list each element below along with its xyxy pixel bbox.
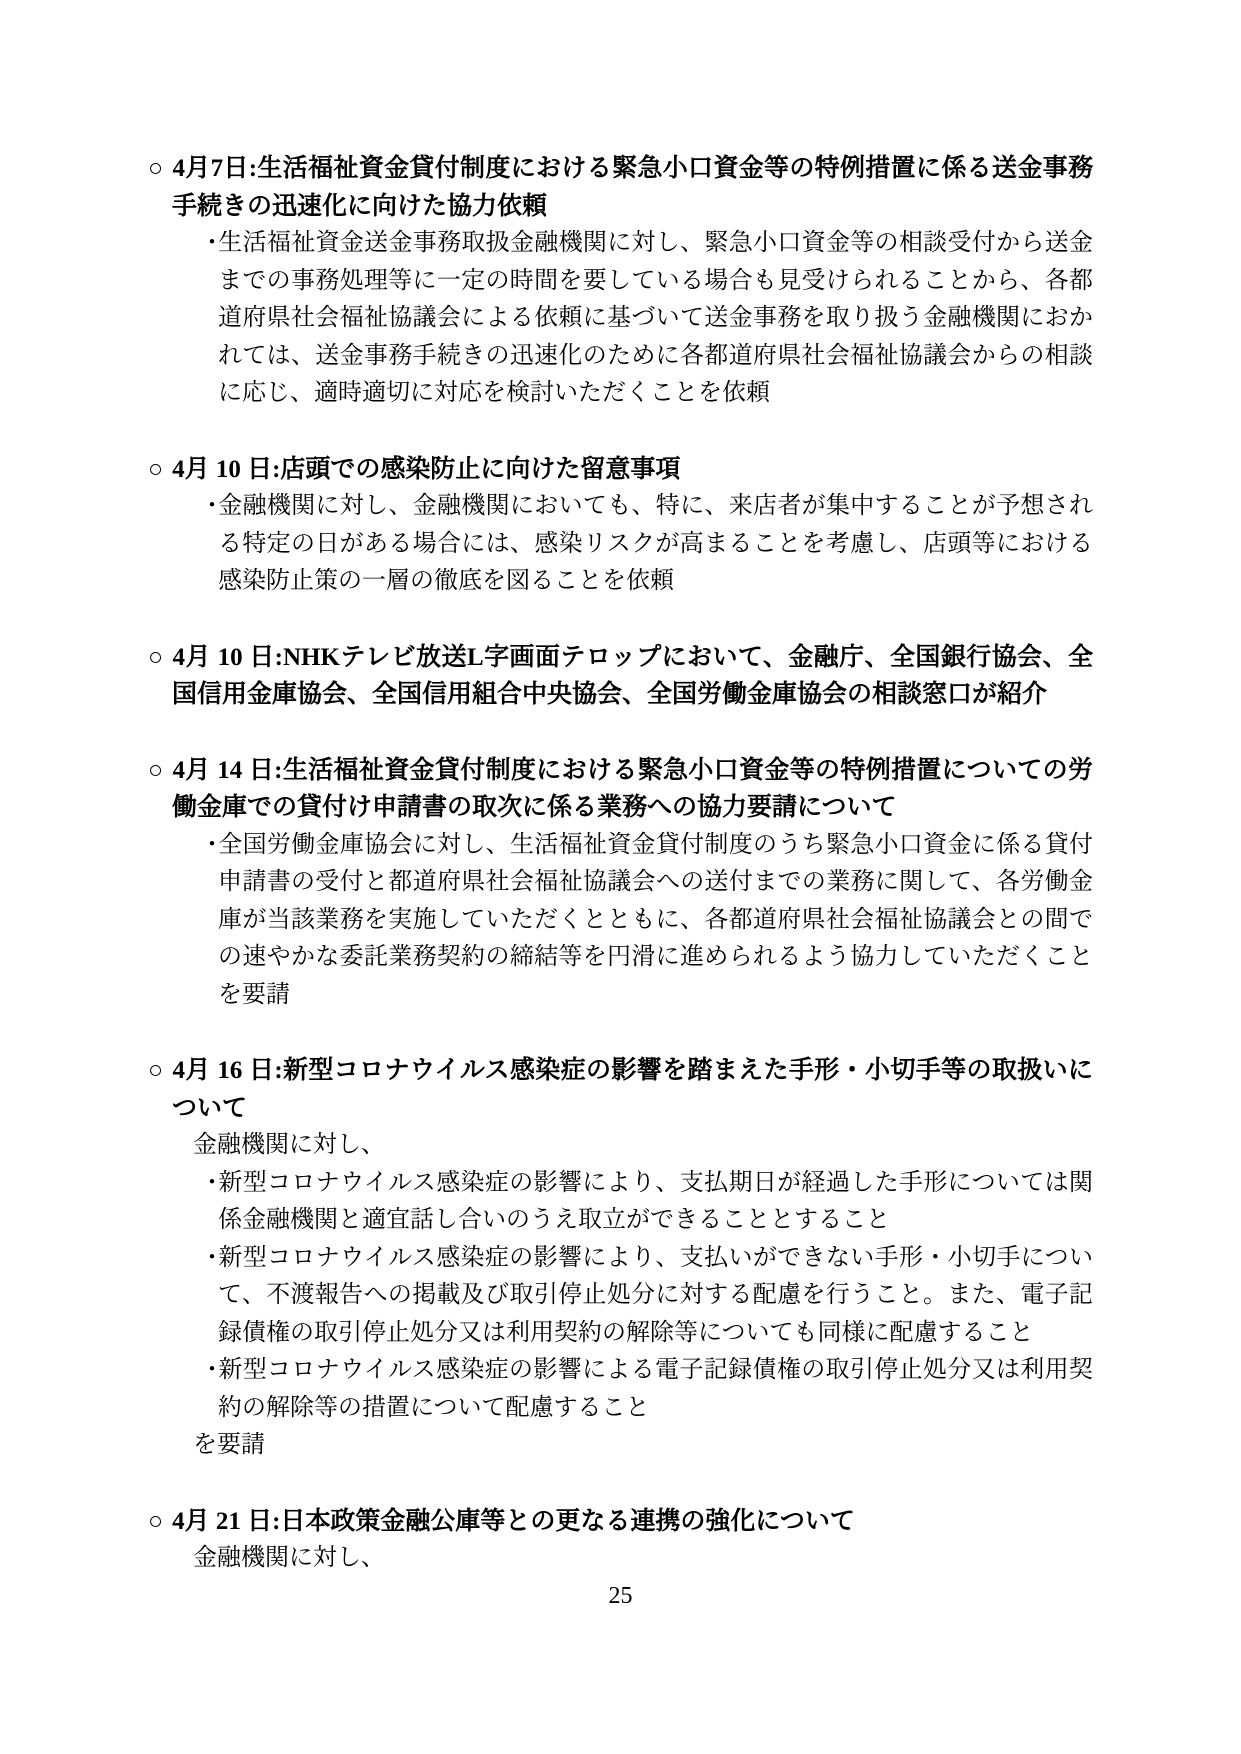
plain-text-line: を要請	[193, 1432, 265, 1458]
bullet-item	[0, 1165, 1093, 1240]
bullet-item	[0, 827, 1093, 1015]
bullet-item	[0, 225, 1093, 413]
bullet-text: 生活福祉資金送金事務取扱金融機関に対し、緊急小口資金等の相談受付から送金までの事務処理等に一定の時間を要している場合も見受けられることから、各都道府県社会福祉協議会による依頼に基づいて送金事務を取り扱う金融機関におかれては、送金事務手続きの迅速化のために各都道府県社会福祉協議会からの相談に応じ、適時適切に対応を検討いただくことを依頼	[218, 230, 1093, 406]
section	[0, 451, 1241, 601]
bullet-text: 新型コロナウイルス感染症の影響により、支払いができない手形・小切手について、不渡報告への掲載及び取引停止処分に対する配慮を行うこと。また、電子記録債権の取引停止処分又は利用契約の解除等についても同様に配慮すること	[218, 1244, 1093, 1346]
bullet-marker: ・	[200, 1357, 224, 1383]
section	[0, 150, 1241, 413]
circle-marker: ○	[148, 155, 164, 182]
bullet-marker: ・	[200, 831, 224, 858]
bullet-text: 金融機関に対し、金融機関においても、特に、来店者が集中することが予想される特定の日がある場合には、感染リスクが高まることを考慮し、店頭等における感染防止策の一層の徹底を図ることを依頼	[218, 493, 1093, 594]
bullet-text: 新型コロナウイルス感染症の影響による電子記録債権の取引停止処分又は利用契約の解除等の措置について配慮すること	[218, 1357, 1093, 1421]
section-heading	[0, 1052, 1093, 1127]
section-heading-text: 4月 21 日:日本政策金融公庫等との更なる連携の強化について	[172, 1507, 855, 1535]
section-heading	[0, 150, 1093, 225]
bullet-marker: ・	[200, 230, 224, 256]
section	[0, 639, 1241, 714]
bullet-item	[0, 1352, 1093, 1427]
section-heading	[0, 752, 1093, 827]
section	[0, 1503, 1241, 1578]
page-number: 25	[608, 1582, 633, 1609]
section	[0, 1052, 1241, 1465]
circle-marker: ○	[148, 1507, 164, 1535]
circle-marker: ○	[148, 756, 164, 784]
circle-marker: ○	[148, 643, 164, 671]
plain-text-line: 金融機関に対し、	[193, 1132, 385, 1158]
bullet-item	[0, 1240, 1093, 1353]
bullet-text: 新型コロナウイルス感染症の影響により、支払期日が経過した手形については関係金融機関と適宜話し合いのうえ取立ができることとすること	[218, 1169, 1093, 1233]
section-heading-text: 4月 14 日:生活福祉資金貸付制度における緊急小口資金等の特例措置についての労働金庫での貸付け申請書の取次に係る業務への協力要請について	[172, 756, 1093, 821]
circle-marker: ○	[148, 1057, 164, 1084]
section-heading-text: 4月 10 日:NHKテレビ放送L字画面テロップにおいて、金融庁、全国銀行協会、全国信用金庫協会、全国信用組合中央協会、全国労働金庫協会の相談窓口が紹介	[172, 643, 1093, 708]
bullet-item	[0, 488, 1093, 601]
plain-text-line: 金融機関に対し、	[193, 1545, 385, 1571]
section-heading-text: 4月 16 日:新型コロナウイルス感染症の影響を踏まえた手形・小切手等の取扱いについて	[172, 1057, 1093, 1122]
section-heading	[0, 639, 1093, 714]
section-heading	[0, 451, 1093, 489]
bullet-marker: ・	[200, 1244, 224, 1271]
section-heading	[0, 1503, 1093, 1541]
section-heading-text: 4月 10 日:店頭での感染防止に向けた留意事項	[172, 455, 681, 483]
bullet-marker: ・	[200, 493, 224, 519]
circle-marker: ○	[148, 455, 164, 483]
section	[0, 752, 1241, 1015]
bullet-text: 全国労働金庫協会に対し、生活福祉資金貸付制度のうち緊急小口資金に係る貸付申請書の受付と都道府県社会福祉協議会への送付までの業務に関して、各労働金庫が当該業務を実施していただくとともに、各都道府県社会福祉協議会との間での速やかな委託業務契約の締結等を円滑に進められるよう協力していただくことを要請	[218, 831, 1093, 1008]
section-heading-text: 4月7日:生活福祉資金貸付制度における緊急小口資金等の特例措置に係る送金事務手続きの迅速化に向けた協力依頼	[172, 155, 1093, 220]
bullet-marker: ・	[200, 1169, 224, 1196]
